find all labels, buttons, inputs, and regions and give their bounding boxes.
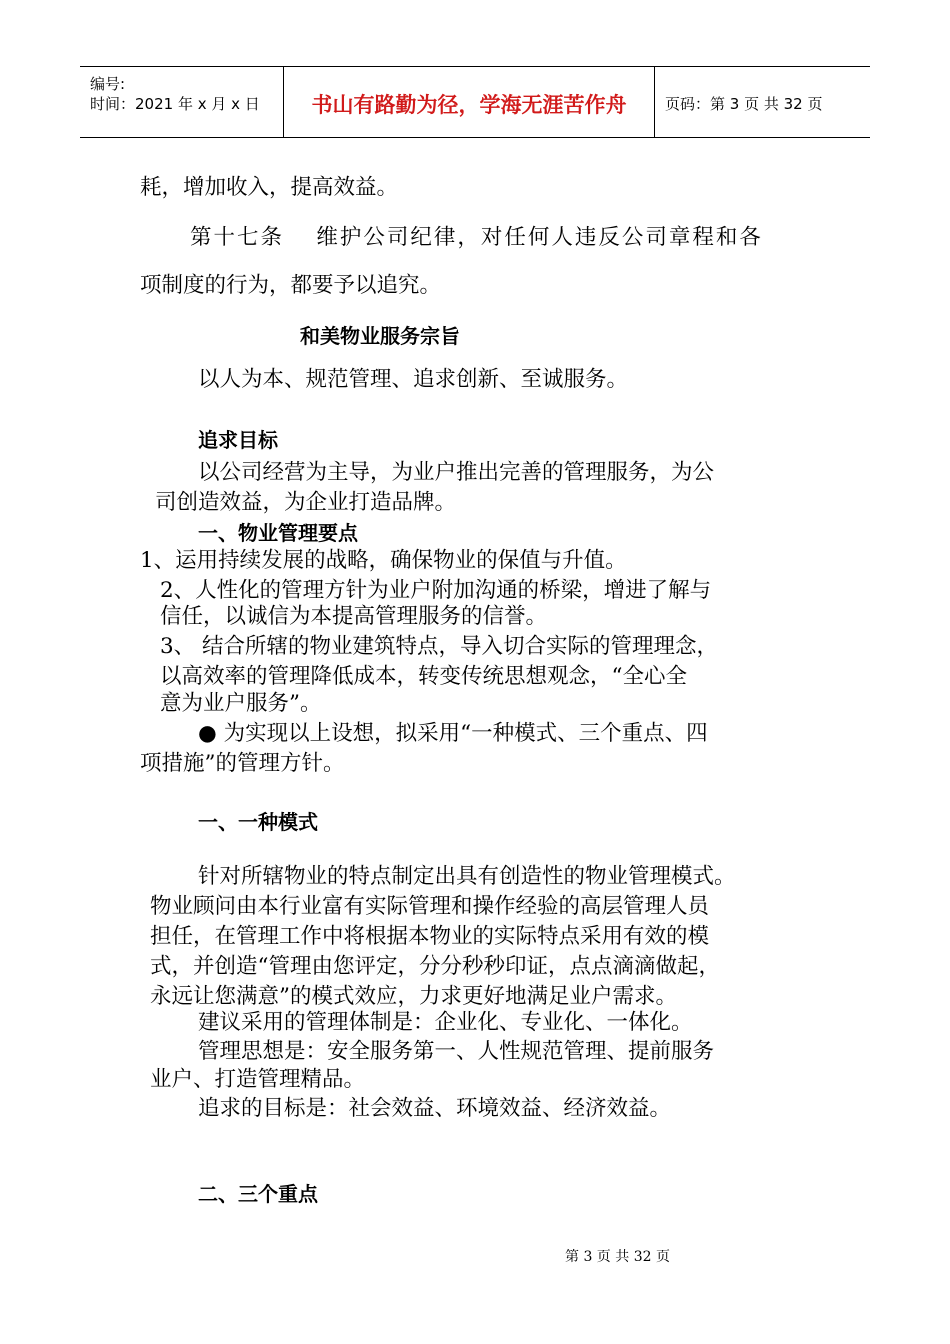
paragraph-line: 项制度的行为，都要予以追究。 xyxy=(140,273,442,298)
paragraph-line: 耗，增加收入，提高效益。 xyxy=(140,175,399,200)
paragraph-line: 管理思想是：安全服务第一、人性规范管理、提前服务 xyxy=(198,1039,715,1064)
page-label: 页码：第 3 页 共 32 页 xyxy=(665,95,823,113)
section-heading: 追求目标 xyxy=(198,428,278,452)
section-heading: 一、物业管理要点 xyxy=(198,521,358,545)
paragraph-line: 式，并创造“管理由您评定，分分秒秒印证，点点滴滴做起， xyxy=(150,954,720,979)
paragraph-line: 以高效率的管理降低成本，转变传统思想观念，“全心全 xyxy=(160,664,687,689)
document-header xyxy=(80,66,870,138)
paragraph-line: 物业顾问由本行业富有实际管理和操作经验的高层管理人员 xyxy=(150,894,710,919)
paragraph-line: 意为业户服务”。 xyxy=(160,691,322,716)
header-meta-cell xyxy=(80,67,283,137)
paragraph-line: 业户、打造管理精品。 xyxy=(150,1067,366,1092)
section-heading: 一、一种模式 xyxy=(198,810,318,834)
paragraph-line: 以人为本、规范管理、追求创新、至诚服务。 xyxy=(198,367,629,392)
paragraph-line: 针对所辖物业的特点制定出具有创造性的物业管理模式。 xyxy=(198,864,736,889)
paragraph-line: 担任，在管理工作中将根据本物业的实际特点采用有效的模 xyxy=(150,924,710,949)
paragraph-line: 追求的目标是：社会效益、环境效益、经济效益。 xyxy=(198,1096,672,1121)
page-footer: 第 3 页 共 32 页 xyxy=(565,1249,670,1265)
date-label: 时间：2021 年 x 月 x 日 xyxy=(90,95,260,113)
paragraph-line: 信任，以诚信为本提高管理服务的信誉。 xyxy=(160,604,548,629)
list-item: 3、 结合所辖的物业建筑特点，导入切合实际的管理理念， xyxy=(160,634,719,659)
paragraph-line: 司创造效益，为企业打造品牌。 xyxy=(155,490,457,515)
paragraph-line: 以公司经营为主导，为业户推出完善的管理服务，为公 xyxy=(198,460,715,485)
paragraph-line: 项措施”的管理方针。 xyxy=(140,751,345,776)
list-item: 1、运用持续发展的战略，确保物业的保值与升值。 xyxy=(140,548,627,573)
paragraph-line: 第十七条 维护公司纪律，对任何人违反公司章程和各 xyxy=(190,225,763,250)
section-heading: 二、三个重点 xyxy=(198,1182,318,1206)
bullet-line: ● 为实现以上设想，拟采用“一种模式、三个重点、四 xyxy=(198,721,708,746)
motto: 书山有路勤为径，学海无涯苦作舟 xyxy=(311,93,627,117)
header-page-cell xyxy=(655,67,870,137)
number-label: 编号: xyxy=(90,75,126,93)
list-item: 2、人性化的管理方针为业户附加沟通的桥梁，增进了解与 xyxy=(160,578,712,603)
section-heading: 和美物业服务宗旨 xyxy=(300,324,460,348)
header-motto-cell xyxy=(283,67,655,137)
paragraph-line: 永远让您满意”的模式效应，力求更好地满足业户需求。 xyxy=(150,984,677,1009)
paragraph-line: 建议采用的管理体制是：企业化、专业化、一体化。 xyxy=(198,1010,693,1035)
